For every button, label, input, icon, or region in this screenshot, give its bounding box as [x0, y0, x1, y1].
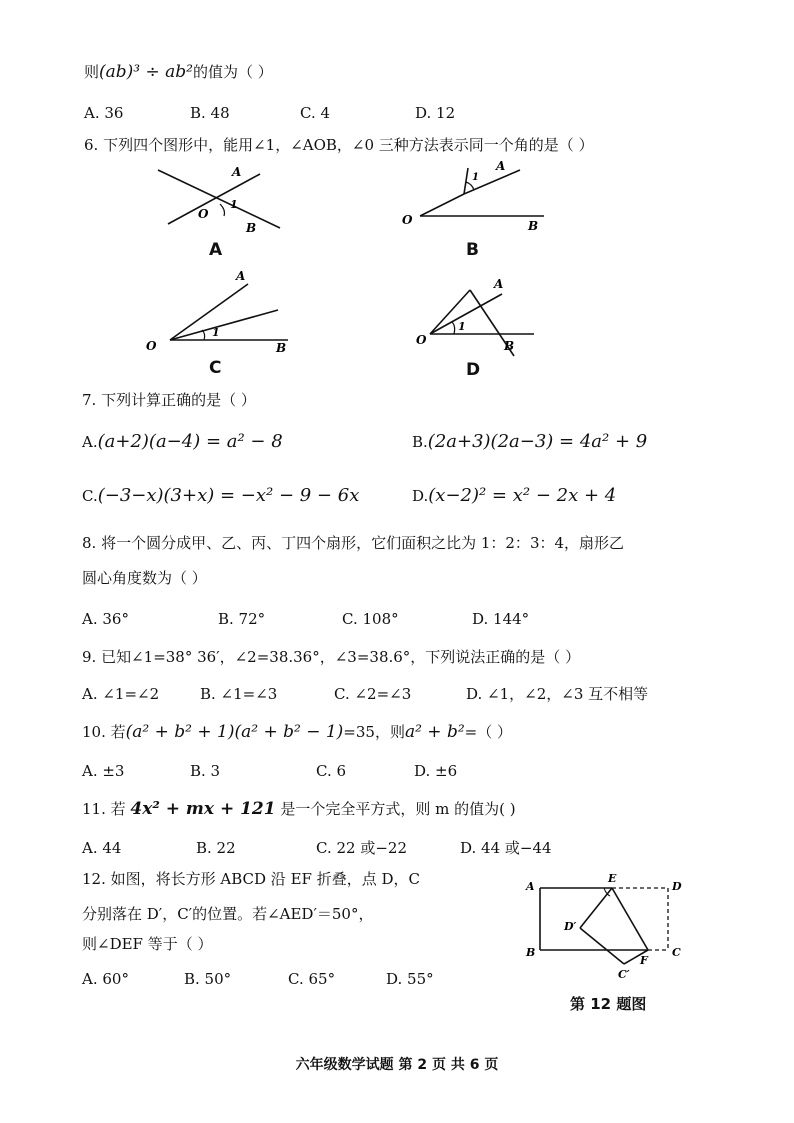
q11-stem [82, 799, 516, 819]
q7-option-a-label: A. [82, 433, 98, 451]
q6-c-point-b: B [276, 341, 287, 355]
q11-expr: 4x² + mx + 121 [130, 799, 276, 819]
q10-option-a: A. ±3 [82, 762, 125, 780]
q6-figure-c-label: C [209, 358, 222, 378]
q12-stem-line3: 则∠DEF 等于（ ） [82, 935, 213, 953]
q12-point-c: C [672, 946, 681, 959]
q10-stem-prefix: 10. 若 [82, 723, 126, 741]
q12-option-d: D. 55° [386, 970, 434, 988]
q12-point-d-prime: D′ [564, 920, 577, 933]
q6-c-point-o: O [146, 339, 157, 353]
q12-point-b: B [526, 946, 536, 959]
q9-option-b: B. ∠1=∠3 [200, 685, 278, 703]
q6-b-point-a: A [496, 159, 506, 173]
q6-a-point-a: A [232, 165, 242, 179]
q12-option-c: C. 65° [288, 970, 336, 988]
q9-option-c: C. ∠2=∠3 [334, 685, 412, 703]
q6-b-point-o: O [402, 213, 413, 227]
q12-point-f: F [640, 954, 648, 967]
q10-stem-mid: =35，则 [343, 723, 405, 741]
q10-stem-suffix: =（ ） [464, 723, 512, 741]
q8-option-d: D. 144° [472, 610, 530, 628]
q12-figure-caption: 第 12 题图 [570, 995, 647, 1013]
q5-option-d: D. 12 [415, 104, 456, 122]
q12-stem-line2: 分别落在 D′，C′的位置。若∠AED′＝50°， [82, 905, 374, 923]
q12-figure [520, 872, 700, 982]
q6-figure-d [416, 272, 556, 362]
q12-option-a: A. 60° [82, 970, 129, 988]
q6-a-point-b: B [246, 221, 257, 235]
q7-option-b [412, 432, 647, 452]
q9-stem: 9. 已知∠1=38° 36′，∠2=38.36°，∠3=38.6°，下列说法正确的是（ ） [82, 648, 581, 666]
q12-point-e: E [608, 872, 617, 885]
q6-d-angle-1: 1 [458, 320, 466, 333]
q5-stem-suffix: 的值为（ ） [193, 63, 273, 81]
q6-b-angle-1: 1 [472, 172, 479, 183]
q6-a-point-o: O [198, 207, 209, 221]
q6-figure-a-label: A [209, 240, 223, 260]
q6-d-point-a: A [494, 277, 504, 291]
q5-option-b: B. 48 [190, 104, 230, 122]
q5-option-a: A. 36 [84, 104, 124, 122]
page-footer: 六年级数学试题 第 2 页 共 6 页 [295, 1057, 499, 1073]
q12-point-a: A [526, 880, 535, 893]
q7-stem: 7. 下列计算正确的是（ ） [82, 391, 256, 409]
q6-c-angle-1: 1 [212, 326, 220, 339]
q10-option-d: D. ±6 [414, 762, 458, 780]
q10-stem [82, 722, 512, 742]
q12-point-d: D [672, 880, 682, 893]
q8-stem-line2: 圆心角度数为（ ） [82, 569, 207, 587]
q11-stem-suffix: 是一个完全平方式，则 m 的值为( ) [275, 800, 516, 818]
q6-c-point-a: A [236, 269, 246, 283]
q11-option-c: C. 22 或−22 [316, 839, 407, 857]
q6-figure-b-label: B [466, 240, 479, 260]
q10-option-c: C. 6 [316, 762, 347, 780]
q5-option-c: C. 4 [300, 104, 331, 122]
q11-option-a: A. 44 [82, 839, 122, 857]
q8-option-b: B. 72° [218, 610, 266, 628]
q7-option-a [82, 432, 283, 452]
q7-option-c-expr: (−3−x)(3+x) = −x² − 9 − 6x [97, 485, 360, 506]
q8-stem: 8. 将一个圆分成甲、乙、丙、丁四个扇形，它们面积之比为 1：2：3：4，扇形乙 [82, 534, 625, 552]
q5-expression: (ab)³ ÷ ab² [99, 62, 193, 82]
q6-b-point-b: B [528, 219, 539, 233]
q11-stem-prefix: 11. 若 [82, 800, 131, 818]
q7-option-d-expr: (x−2)² = x² − 2x + 4 [428, 485, 617, 506]
q6-figure-a [150, 160, 290, 240]
q9-option-d: D. ∠1，∠2，∠3 互不相等 [466, 685, 649, 703]
q6-figure-d-label: D [466, 360, 481, 380]
q6-d-point-o: O [416, 333, 427, 347]
q12-point-c-prime: C′ [618, 968, 630, 981]
q6-stem: 6. 下列四个图形中，能用∠1，∠AOB，∠0 三种方法表示同一个角的是（ ） [84, 136, 594, 154]
q11-option-b: B. 22 [196, 839, 236, 857]
q10-expr: (a² + b² + 1)(a² + b² − 1) [125, 722, 344, 742]
q7-option-d [412, 486, 616, 506]
q8-option-a: A. 36° [82, 610, 129, 628]
q8-option-c: C. 108° [342, 610, 399, 628]
q12-stem-line1: 12. 如图，将长方形 ABCD 沿 EF 折叠，点 D，C [82, 870, 420, 888]
q6-d-point-b: B [504, 339, 515, 353]
q10-expr2: a² + b² [404, 722, 465, 742]
q5-stem [84, 62, 273, 82]
q7-option-a-expr: (a+2)(a−4) = a² − 8 [97, 431, 283, 452]
q7-option-c [82, 486, 359, 506]
q7-option-b-expr: (2a+3)(2a−3) = 4a² + 9 [427, 431, 648, 452]
q11-option-d: D. 44 或−44 [460, 839, 552, 857]
q6-figure-b [398, 160, 558, 240]
q7-option-c-label: C. [82, 487, 98, 505]
q5-stem-prefix: 则 [84, 63, 100, 81]
q7-option-d-label: D. [412, 487, 429, 505]
q10-option-b: B. 3 [190, 762, 221, 780]
q12-option-b: B. 50° [184, 970, 232, 988]
q7-option-b-label: B. [412, 433, 428, 451]
q6-figure-c [140, 268, 300, 358]
q9-option-a: A. ∠1=∠2 [82, 685, 160, 703]
q6-a-angle-1: 1 [230, 198, 238, 211]
